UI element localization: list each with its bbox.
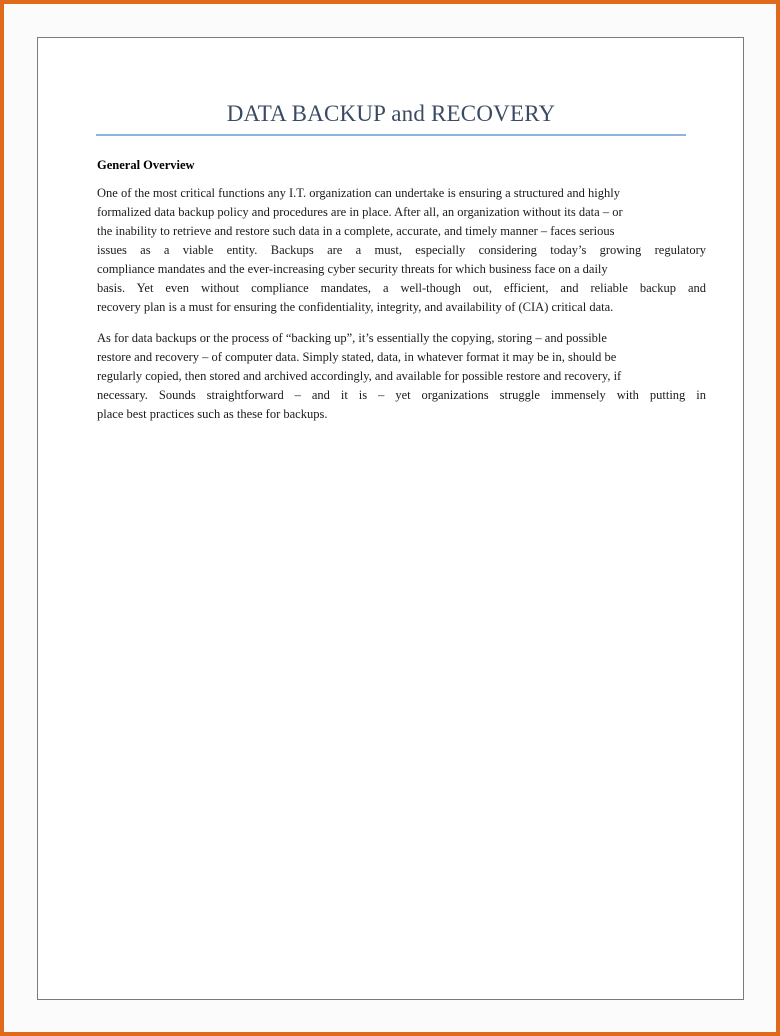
body-paragraph-2 [97, 329, 706, 424]
paragraph-line: place best practices such as these for backups. [97, 407, 328, 421]
paragraph-line: As for data backups or the process of “backing up”, it’s essentially the copying, storing – and possible [97, 331, 607, 345]
section-heading: General Overview [97, 158, 195, 172]
paragraph-line: issues as a viable entity. Backups are a must, especially considering today’s growing regulatory [97, 243, 706, 257]
paragraph-line: basis. Yet even without compliance mandates, a well-though out, efficient, and reliable backup and [97, 281, 706, 295]
paragraph-line: formalized data backup policy and procedures are in place. After all, an organization without its data – or [97, 205, 623, 219]
paragraph-line: regularly copied, then stored and archived accordingly, and available for possible restore and recovery, if [97, 369, 622, 383]
paragraph-line: necessary. Sounds straightforward – and it is – yet organizations struggle immensely with putting in [97, 388, 706, 402]
body-paragraph-1 [97, 184, 706, 317]
paragraph-line: One of the most critical functions any I.T. organization can undertake is ensuring a structured and highly [97, 186, 620, 200]
paragraph-line: restore and recovery – of computer data. Simply stated, data, in whatever format it may be in, should be [97, 350, 617, 364]
document-page [37, 37, 744, 1000]
paragraph-line: recovery plan is a must for ensuring the confidentiality, integrity, and availability of (CIA) critical data. [97, 300, 614, 314]
paragraph-line: compliance mandates and the ever-increasing cyber security threats for which business face on a daily [97, 262, 608, 276]
page-title: DATA BACKUP and RECOVERY [226, 101, 556, 126]
paragraph-line: the inability to retrieve and restore such data in a complete, accurate, and timely manner – faces serious [97, 224, 615, 238]
title-underline [96, 134, 686, 136]
